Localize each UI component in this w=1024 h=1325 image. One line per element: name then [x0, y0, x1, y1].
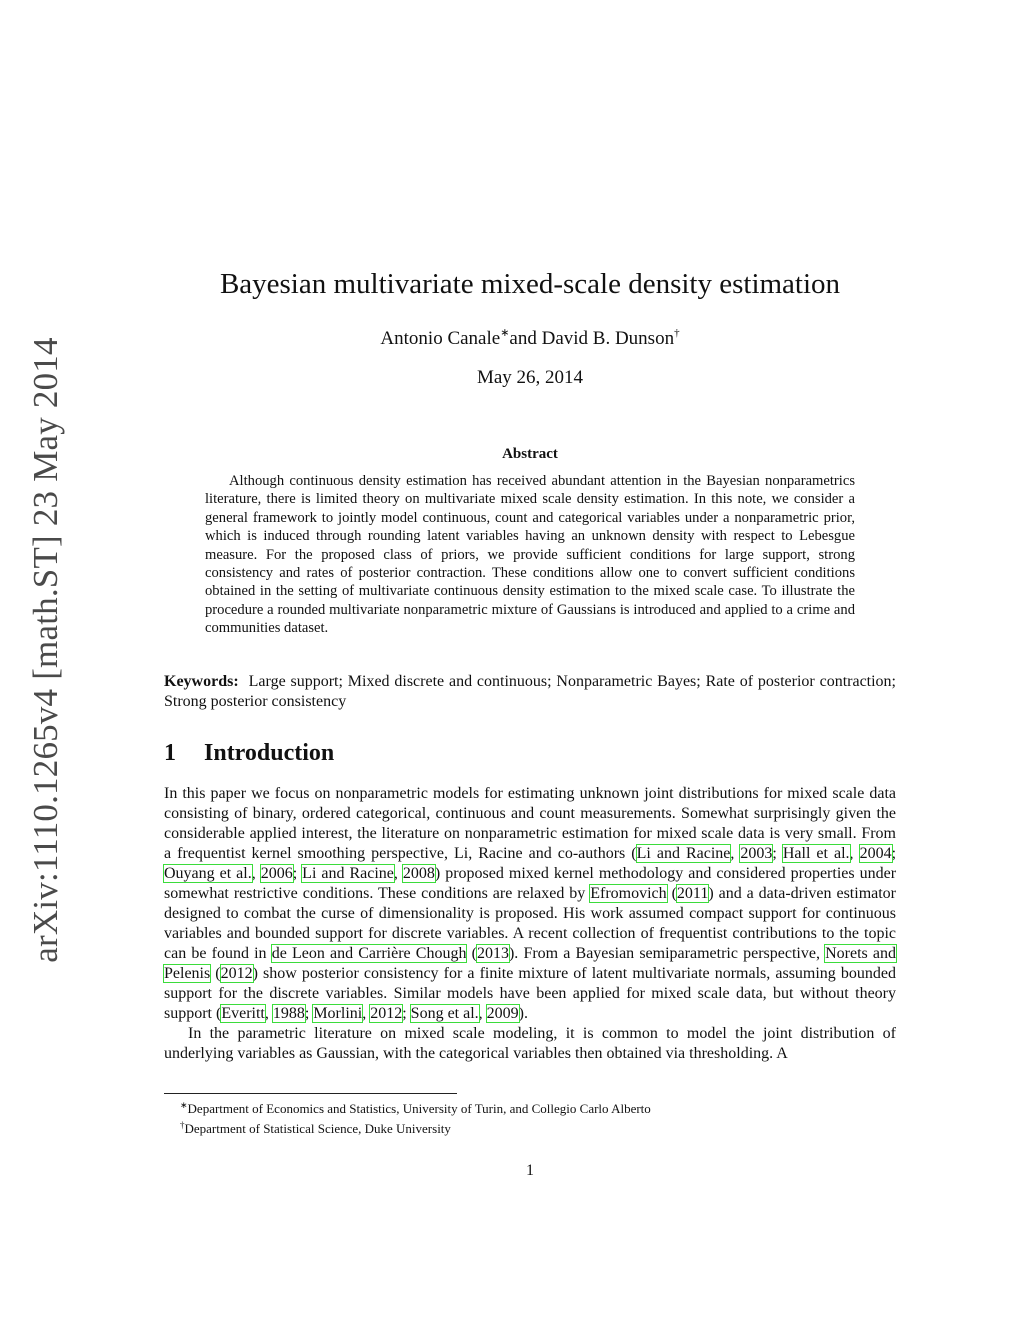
- author-line: [0, 326, 1024, 350]
- citation-link[interactable]: Norets and Pelenis: [164, 945, 897, 982]
- footnote-2-mark: †: [180, 1120, 185, 1130]
- keywords-label: Keywords:: [164, 673, 239, 690]
- footnote-1-text: Department of Economics and Statistics, University of Turin, and Collegio Carlo Alberto: [187, 1101, 651, 1116]
- citation-link[interactable]: 2006: [260, 865, 293, 882]
- citation-link[interactable]: 2003: [740, 845, 773, 862]
- text-run: ) proposed mixed kernel methodology and considered properties under somewhat restrictive conditions. These conditions are relaxed by: [164, 865, 897, 902]
- text-run: ,: [849, 845, 860, 862]
- citation-link[interactable]: Hall et al.: [782, 845, 850, 862]
- text-run: ;: [402, 1005, 411, 1022]
- page-number: 1: [526, 1162, 534, 1179]
- text-run: ;: [292, 865, 303, 882]
- footnote-2-text: Department of Statistical Science, Duke University: [184, 1121, 451, 1136]
- text-run: In this paper we focus on nonparametric models for estimating unknown joint distributions for mixed scale data consisting of binary, ordered categorical, continuous and count measurements. Somewhat surprisingly given the considerable applied interest, the literature on nonparametric estimation for mixed scale data is very small. From a frequentist kernel smoothing perspective, Li, Racine and co-authors (: [164, 785, 896, 862]
- text-run: ). From a Bayesian semiparametric perspective,: [508, 945, 826, 962]
- footnote-divider: [164, 1093, 457, 1094]
- citation-link[interactable]: de Leon and Carrière Chough: [271, 945, 467, 962]
- text-run: ;: [304, 1005, 314, 1022]
- paragraph: [164, 784, 896, 1024]
- citation-link[interactable]: Efromovich: [590, 885, 667, 902]
- text-run: ,: [251, 865, 261, 882]
- paragraph: In the parametric literature on mixed scale modeling, it is common to model the joint distribution of underlying variables as Gaussian, with the categorical variables then obtained via thresholding. A: [164, 1025, 896, 1062]
- citation-link[interactable]: 2009: [486, 1005, 519, 1022]
- text-run: ,: [730, 845, 741, 862]
- citation-link[interactable]: 2012: [220, 965, 253, 982]
- citation-link[interactable]: 2013: [476, 945, 509, 962]
- citation-link[interactable]: Li and Racine: [302, 865, 394, 882]
- introduction-body: [164, 784, 896, 1064]
- citation-link[interactable]: Song et al.: [410, 1005, 479, 1022]
- author-1-footnote-mark[interactable]: ∗: [500, 327, 510, 339]
- paper-date: May 26, 2014: [476, 367, 584, 388]
- citation-link[interactable]: Morlini: [313, 1005, 363, 1022]
- text-run: ) show posterior consistency for a finite mixture of latent multivariate normals, assuming bounded support for the discrete variables. Similar models have been applied for mixed scale data, but without theory support (: [164, 965, 897, 1022]
- text-run: (: [466, 945, 477, 962]
- citation-link[interactable]: 2004: [859, 845, 892, 862]
- abstract-heading: Abstract: [502, 446, 558, 462]
- citation-link[interactable]: 1988: [272, 1005, 305, 1022]
- citation-link[interactable]: 2008: [402, 865, 435, 882]
- text-run: ,: [393, 865, 403, 882]
- section-title: Introduction: [204, 740, 335, 766]
- keywords-text: Large support; Mixed discrete and continuous; Nonparametric Bayes; Rate of posterior contraction; Strong posterior consistency: [164, 673, 896, 710]
- citation-link[interactable]: 2012: [370, 1005, 403, 1022]
- text-run: ;: [891, 845, 897, 862]
- citation-link[interactable]: Everitt: [221, 1005, 265, 1022]
- footnote-1-mark: ∗: [180, 1100, 188, 1110]
- section-heading-introduction: [164, 740, 334, 767]
- text-run: ;: [772, 845, 783, 862]
- citation-link[interactable]: 2011: [676, 885, 709, 902]
- footnote-2: [164, 1117, 896, 1137]
- citation-link[interactable]: Ouyang et al.: [164, 865, 252, 882]
- paper-title: Bayesian multivariate mixed-scale density estimation: [219, 268, 841, 300]
- text-run: ).: [518, 1005, 528, 1022]
- text-run: (: [210, 965, 221, 982]
- arxiv-identifier: arXiv:1110.1265v4 [math.ST] 23 May 2014: [26, 337, 65, 963]
- section-number: 1: [164, 740, 176, 766]
- author-2-footnote-mark[interactable]: †: [674, 327, 680, 339]
- text-run: ) and a data-driven estimator designed to combat the curse of dimensionality is proposed. His work assumed compact support for continuous variables and bounded support for discrete variables. A recent collection of frequentist contributions to the topic can be found in: [164, 885, 897, 962]
- text-run: ,: [264, 1005, 273, 1022]
- citation-link[interactable]: Li and Racine: [636, 845, 731, 862]
- abstract-text: Although continuous density estimation has received abundant attention in the Bayesian nonparametrics literature, there is limited theory on multivariate mixed scale density estimation. In this note, we consider a general framework to jointly model continuous, count and categorical variables under a nonparametric prior, which is induced through rounding latent variables having an unknown density with respect to Lebesgue measure. For the proposed class of priors, we provide sufficient conditions for large support, strong consistency and rates of posterior contraction. These conditions allow one to convert sufficient conditions obtained in the setting of multivariate continuous density estimation to the mixed scale case. To illustrate the procedure a rounded multivariate nonparametric mixture of Gaussians is introduced and applied to a crime and communities dataset.: [205, 473, 855, 637]
- text-run: ,: [478, 1005, 487, 1022]
- text-run: ,: [362, 1005, 371, 1022]
- text-run: (: [666, 885, 677, 902]
- keywords: [164, 672, 896, 712]
- author-2: and David B. Dunson: [509, 328, 675, 349]
- footnotes: [164, 1097, 896, 1137]
- author-1: Antonio Canale: [380, 328, 501, 349]
- footnote-1: [164, 1097, 896, 1117]
